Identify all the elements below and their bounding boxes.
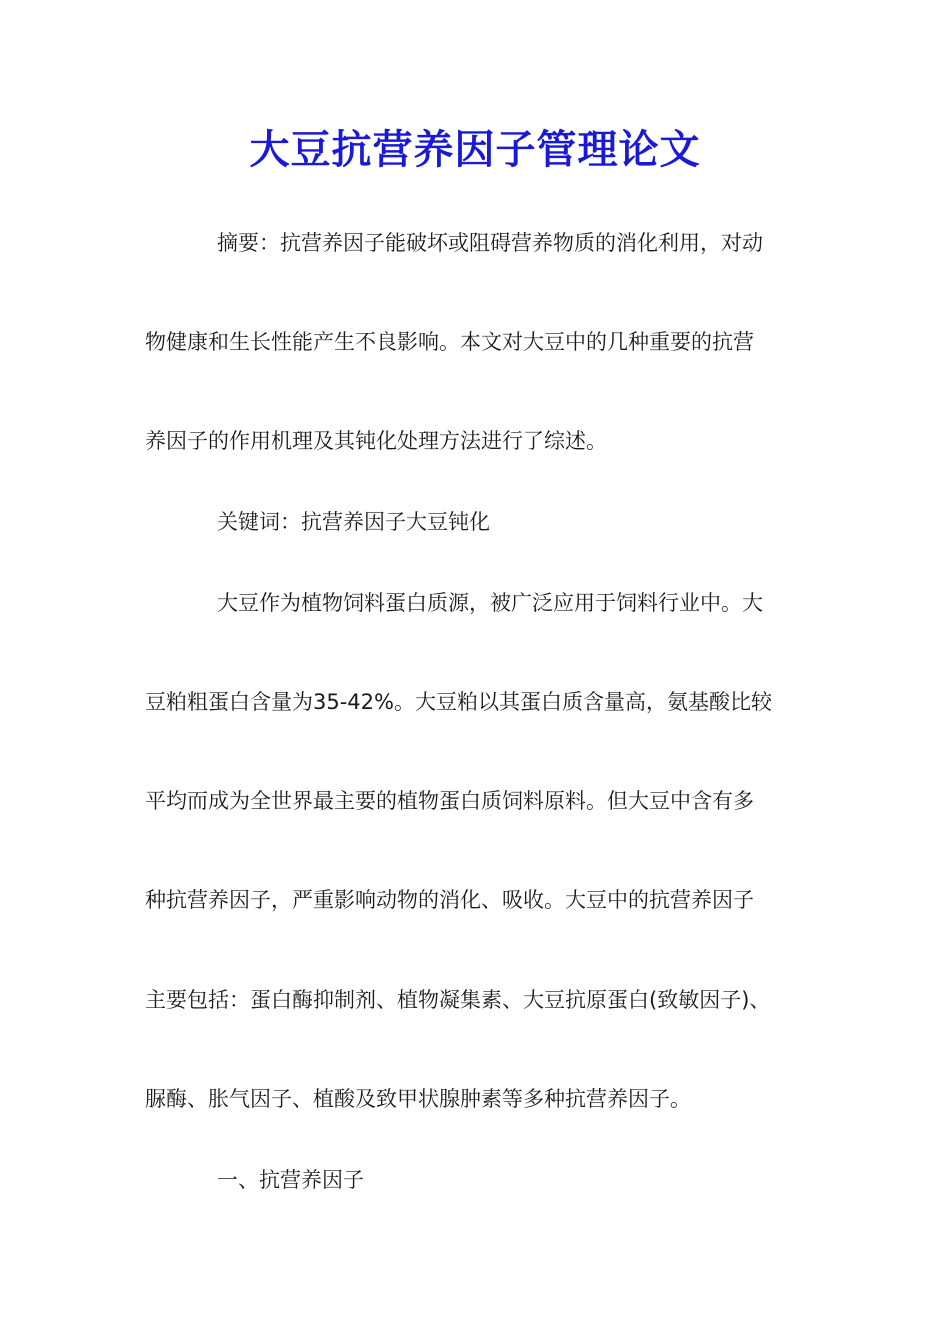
abstract-line-2: 物健康和生长性能产生不良影响。本文对大豆中的几种重要的抗营 — [145, 330, 754, 354]
abstract-line-3: 养因子的作用机理及其钝化处理方法进行了综述。 — [145, 429, 607, 453]
intro-line-1: 大豆作为植物饲料蛋白质源，被广泛应用于饲料行业中。大 — [217, 591, 763, 615]
intro-line-3: 平均而成为全世界最主要的植物蛋白质饲料原料。但大豆中含有多 — [145, 789, 754, 813]
abstract-line-1: 摘要：抗营养因子能破坏或阻碍营养物质的消化利用，对动 — [217, 231, 763, 255]
intro-line-2: 豆粕粗蛋白含量为35-42%。大豆粕以其蛋白质含量高，氨基酸比较 — [145, 690, 772, 714]
intro-line-4: 种抗营养因子，严重影响动物的消化、吸收。大豆中的抗营养因子 — [145, 888, 754, 912]
intro-line-5: 主要包括：蛋白酶抑制剂、植物凝集素、大豆抗原蛋白(致敏因子)、 — [145, 988, 771, 1012]
intro-line-6: 脲酶、胀气因子、植酸及致甲状腺肿素等多种抗营养因子。 — [145, 1087, 691, 1111]
keywords-line: 关键词：抗营养因子大豆钝化 — [217, 510, 490, 534]
document-title: 大豆抗营养因子管理论文 — [249, 126, 701, 173]
section-heading: 一、抗营养因子 — [217, 1168, 364, 1192]
